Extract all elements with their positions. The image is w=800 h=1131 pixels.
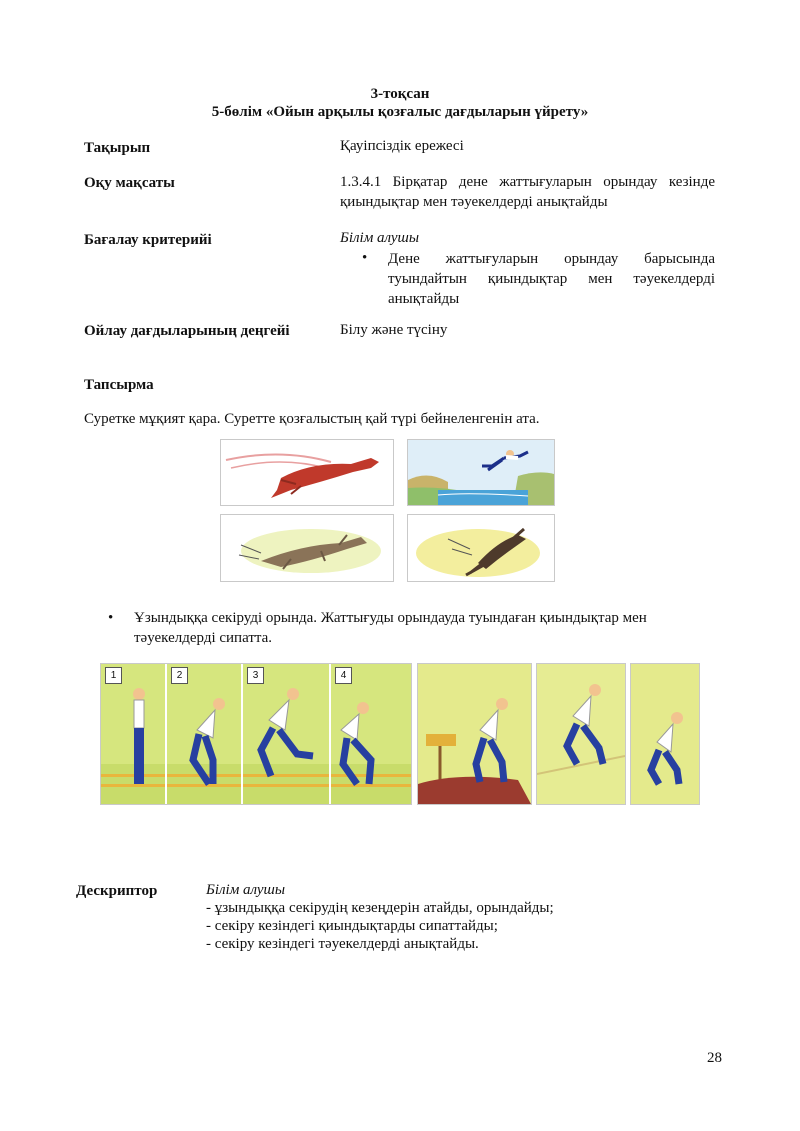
task-bullet-text: Ұзындыққа секіруді орында. Жаттығуды орындауда туындаған қиындықтар мен тәуекелдерді сипатта. bbox=[134, 610, 647, 646]
task-bullet-icon: • bbox=[108, 610, 114, 626]
topic-label: Тақырып bbox=[84, 140, 151, 156]
descriptor-item-2: - секіру кезіндегі қиындықтарды сипаттайды; bbox=[206, 918, 498, 934]
objective-label: Оқу мақсаты bbox=[84, 175, 175, 191]
page-number: 28 bbox=[707, 1050, 722, 1066]
descriptor-item-3: - секіру кезіндегі тәуекелдерді анықтайды. bbox=[206, 936, 479, 952]
criteria-bullet-icon: • bbox=[362, 250, 368, 266]
landing-panel bbox=[630, 663, 700, 805]
task-title: Тапсырма bbox=[84, 377, 154, 393]
lizard-jump-image bbox=[220, 514, 394, 582]
panel-number-1: 1 bbox=[105, 667, 122, 684]
flight-panel bbox=[536, 663, 626, 805]
panel-number-4: 4 bbox=[335, 667, 352, 684]
descriptor-intro: Білім алушы bbox=[206, 882, 286, 898]
panel-number-2: 2 bbox=[171, 667, 188, 684]
landing-pit-panel bbox=[417, 663, 532, 805]
panel-number-3: 3 bbox=[247, 667, 264, 684]
task-instruction: Суретке мұқият қара. Суретте қозғалыстың қай түрі бейнеленгенін ата. bbox=[84, 411, 540, 427]
frog-jump-image bbox=[407, 514, 555, 582]
kangaroo-jump-image bbox=[220, 439, 394, 506]
jump-phases-strip bbox=[100, 663, 412, 805]
descriptor-label: Дескриптор bbox=[76, 883, 158, 899]
topic-value: Қауіпсіздік ережесі bbox=[340, 138, 464, 154]
criteria-intro: Білім алушы bbox=[340, 230, 420, 246]
criteria-label: Бағалау критерийі bbox=[84, 232, 212, 248]
criteria-item: Дене жаттығуларын орындау барысында туындайтын қиындықтар мен тәуекелдерді анықтайды bbox=[388, 251, 715, 307]
thinking-label: Ойлау дағдыларының деңгейі bbox=[84, 323, 290, 339]
descriptor-item-1: - ұзындыққа секірудің кезеңдерін атайды, орындайды; bbox=[206, 900, 554, 916]
section-title: 5-бөлім «Ойын арқылы қозғалыс дағдыларын үйрету» bbox=[211, 104, 589, 120]
quarter-title: 3-тоқсан bbox=[370, 86, 430, 102]
thinking-value: Білу және түсіну bbox=[340, 322, 448, 338]
boy-leaping-river-image bbox=[407, 439, 555, 506]
objective-value: 1.3.4.1 Бірқатар дене жаттығуларын орындау кезінде қиындықтар мен тәуекелдерді анықтайды bbox=[340, 174, 715, 210]
